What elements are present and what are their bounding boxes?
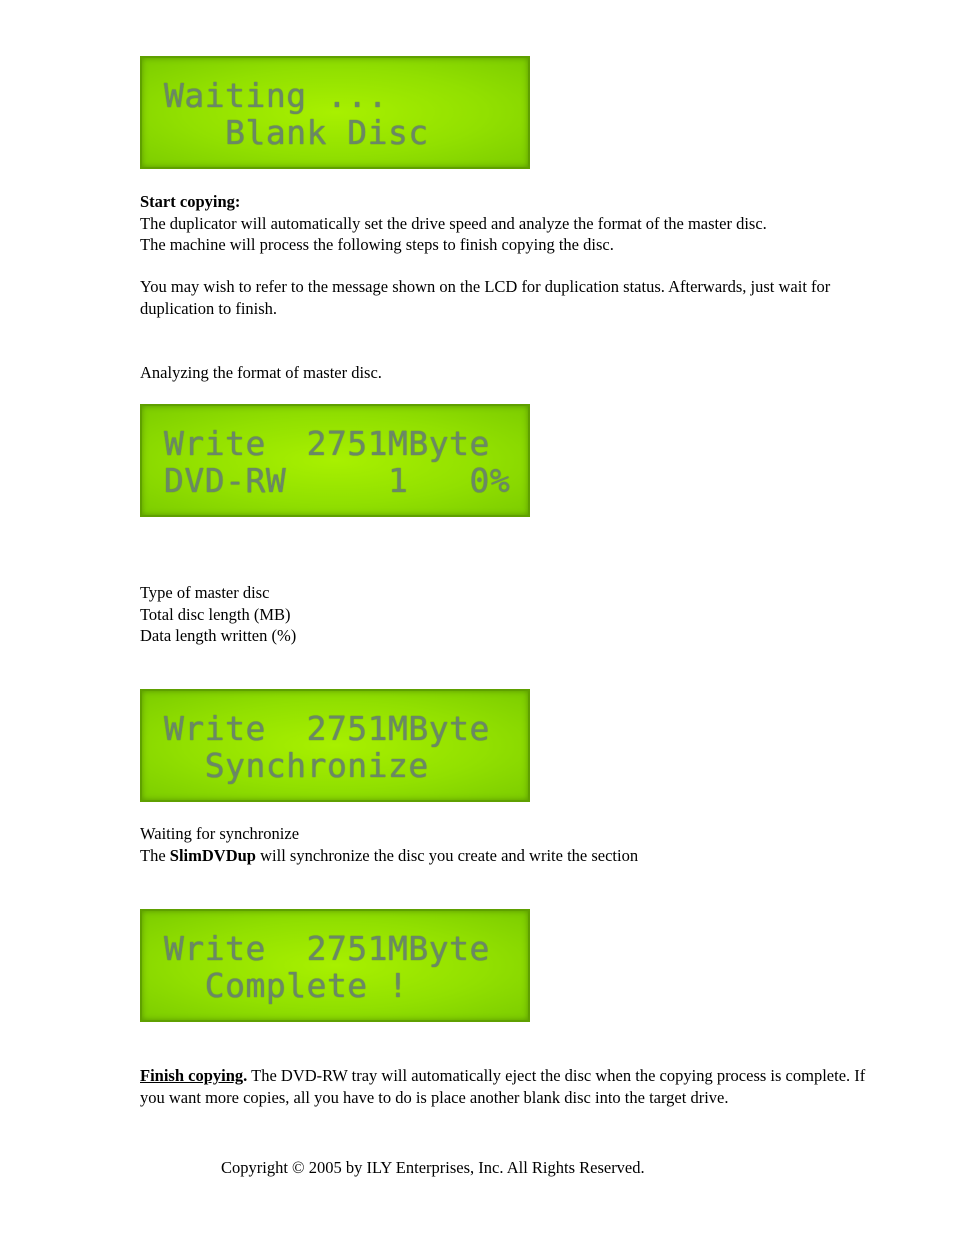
finish-heading-period: . xyxy=(243,1066,248,1085)
lcd-legend xyxy=(140,582,880,647)
lcd-waiting-blank-disc xyxy=(140,56,530,169)
legend-total: Total disc length (MB) xyxy=(140,604,291,624)
finish-copying-text: The DVD-RW tray will automatically eject the disc when the copying process is complete. If you want more copies, all you have to do is place another blank disc into the target drive. xyxy=(140,1066,866,1107)
lcd-line-1: Write 2751MByte xyxy=(164,929,490,968)
sync-line-2-post: will synchronize the disc you create and write the section xyxy=(255,845,639,865)
lcd-line-2: DVD-RW 1 0% xyxy=(164,461,511,500)
finish-copying-section xyxy=(140,1065,880,1108)
finish-copying-heading: Finish copying xyxy=(140,1066,244,1085)
start-copying-heading: Start copying: xyxy=(140,192,241,211)
lcd-synchronize xyxy=(140,689,530,802)
legend-type: Type of master disc xyxy=(140,583,270,602)
start-copying-section xyxy=(140,191,880,256)
synchronize-text xyxy=(140,823,880,866)
start-copying-line-1: The duplicator will automatically set the drive speed and analyze the format of the master disc. xyxy=(140,213,767,233)
legend-data: Data length written (%) xyxy=(140,626,297,645)
lcd-line-2: Complete ! xyxy=(164,966,409,1005)
lcd-line-1: Waiting ... xyxy=(164,76,389,115)
product-name: SlimDVDup xyxy=(169,845,256,865)
lcd-line-1: Write 2751MByte xyxy=(164,709,490,748)
start-copying-line-2: The machine will process the following steps to finish copying the disc. xyxy=(140,235,614,254)
copyright-footer: Copyright © 2005 by ILY Enterprises, Inc. All Rights Reserved. xyxy=(221,1158,645,1177)
lcd-line-2: Synchronize xyxy=(164,746,429,785)
lcd-line-2: Blank Disc xyxy=(164,113,429,152)
lcd-line-1: Write 2751MByte xyxy=(164,424,490,463)
sync-line-2-pre: The xyxy=(140,845,170,865)
analyzing-text: Analyzing the format of master disc. xyxy=(140,363,382,382)
sync-line-1: Waiting for synchronize xyxy=(140,824,300,843)
lcd-status-paragraph: You may wish to refer to the message shown on the LCD for duplication status. Afterwards, just wait for duplication to finish. xyxy=(140,277,831,318)
lcd-complete xyxy=(140,909,530,1022)
lcd-write-progress xyxy=(140,404,530,517)
